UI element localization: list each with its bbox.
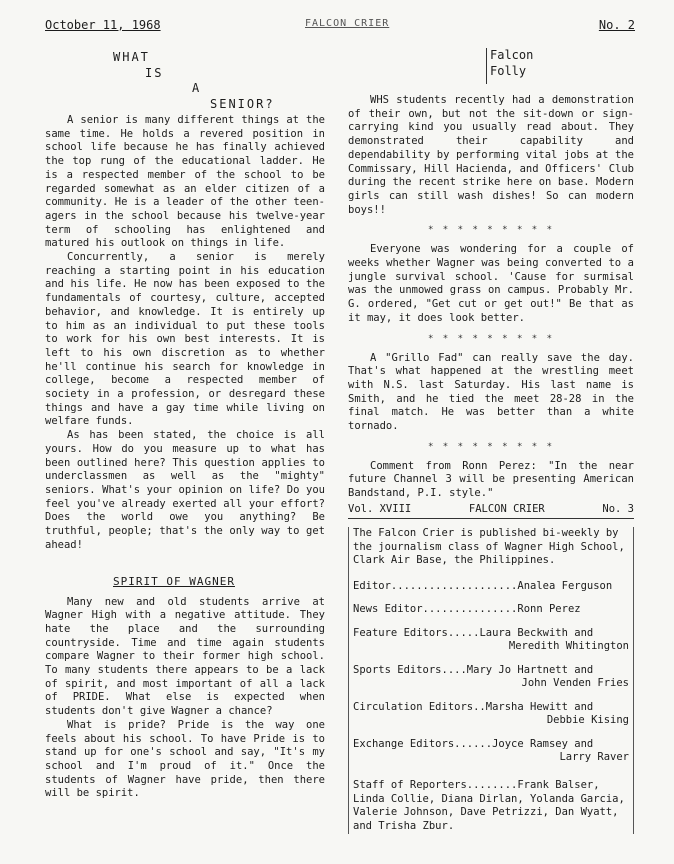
staff-entry xyxy=(353,701,629,728)
staff-name: Marsha Hewitt and xyxy=(485,700,594,713)
volume: Vol. XVIII xyxy=(348,502,412,515)
title-line: Folly xyxy=(490,64,527,78)
staff-line xyxy=(353,627,629,641)
staff-name-continued: Meredith Whitington xyxy=(508,640,629,653)
staff-name-continued: Debbie Kising xyxy=(546,714,629,727)
article-paragraph: What is pride? Pride is the way one feels about his school. To have Pride is to stand up for one's school and say, "It's my school and I'm proud of it." Once the students of Wagner have pride, then there will be spirit. xyxy=(45,718,325,800)
title-line: Falcon xyxy=(490,48,534,62)
staff-entry xyxy=(353,738,629,765)
page-header xyxy=(45,18,635,40)
article-paragraph: Many new and old students arrive at Wagner High with a negative attitude. They hate the place and the surrounding countryside. Time and time again students compare Wagner to their former high school. To many students there appears to be a lack of spirit, and most important of all a lack of PRIDE. What else is expected when students don't give Wagner a chance? xyxy=(45,595,325,718)
left-column xyxy=(45,48,325,801)
staff-role: Sports Editors.... xyxy=(353,663,467,676)
staff-line xyxy=(353,701,629,715)
comment-item: Comment from Ronn Perez: "In the near future Channel 3 will be presenting American Bandstand, P.I. style." xyxy=(348,459,634,500)
masthead-header xyxy=(348,503,634,519)
staff-entry xyxy=(353,603,629,617)
staff-name: Laura Beckwith and xyxy=(479,626,594,639)
reporters-list: Staff of Reporters........Frank Balser, Linda Collie, Diana Dirlan, Yolanda Garcia, Valerie Johnson, Dave Petrizzi, Dan Wyatt, and Trisha Zbur. xyxy=(353,778,625,833)
spirit-article-body xyxy=(45,596,325,802)
title-word: A xyxy=(192,81,202,95)
masthead-intro: The Falcon Crier is published bi-weekly by the journalism class of Wagner High School, Clark Air Base, the Philippines. xyxy=(353,526,625,567)
senior-article-body xyxy=(45,114,325,553)
title-word: SENIOR? xyxy=(210,97,275,111)
staff-role: News Editor............... xyxy=(353,603,518,616)
star-divider: * * * * * * * * * xyxy=(427,333,555,344)
folly-item: A "Grillo Fad" can really save the day. That's what happened at the wrestling meet with N.S. last Saturday. His last name is Smith, and he tied the meet 28-28 in the final match. He was better than a white tornado. xyxy=(348,351,634,433)
article-paragraph: Concurrently, a senior is merely reaching a starting point in his education and his life. He now has been exposed to the fundamentals of courtesy, culture, accepted behavior, and knowledge. It is entirely up to him as an individual to put these tools to work for his own best interests. It is left to his own discretion as to whether he'll continue his search for knowledge in college, become a respected member of society in a profession, or desregard these things and have a gay time while living on welfare funds. xyxy=(45,251,325,428)
folly-item: Everyone was wondering for a couple of weeks whether Wagner was being converted to a jungle survival school. 'Cause for surmisal was the unmowed grass on campus. Probably Mr. G. ordered, "Get cut or get out!" Be that as it may, it does look better. xyxy=(348,243,634,324)
title-word: IS xyxy=(145,66,164,80)
staff-line xyxy=(353,580,629,594)
falcon-folly-title xyxy=(348,48,634,94)
folly-item: WHS students recently had a demonstration of their own, but not the sit-down or sign-carrying kind you usually read about. They demonstrated their capability and dependability by performing vital jobs at the Commissary, Hill Hacienda, and Officers' Club during the recent strike here on base. Modern girls can still wash dishes! So can modern boys!! xyxy=(348,94,634,216)
right-column xyxy=(348,48,634,834)
staff-entry xyxy=(353,627,629,654)
masthead-name: FALCON CRIER xyxy=(468,502,545,515)
issue-number: No. 3 xyxy=(602,502,634,515)
star-divider: * * * * * * * * * xyxy=(427,225,555,236)
staff-name-continued: John Venden Fries xyxy=(521,677,629,690)
spirit-article-title: SPIRIT OF WAGNER xyxy=(113,574,235,588)
senior-article-title xyxy=(45,48,325,114)
masthead-box xyxy=(348,527,634,834)
staff-name: Mary Jo Hartnett and xyxy=(466,663,594,676)
article-paragraph: As has been stated, the choice is all yours. How do you measure up to what has been outlined here? This question applies to underclassmen as well as the "mighty" seniors. What's your opinion on life? Do you feel you've already exerted all your effort? Does the world owe you anything? Be truthful, people; that's the only way to get ahead! xyxy=(45,429,325,551)
staff-role: Editor.................... xyxy=(353,579,518,592)
title-word: WHAT xyxy=(113,50,150,64)
issue-date: October 11, 1968 xyxy=(45,18,161,32)
page-number: No. 2 xyxy=(598,18,635,32)
staff-role: Feature Editors..... xyxy=(353,626,480,639)
staff-name: Ronn Perez xyxy=(517,603,581,616)
staff-name: Analea Ferguson xyxy=(517,579,613,592)
staff-entry xyxy=(353,664,629,691)
staff-role: Exchange Editors...... xyxy=(353,737,493,750)
star-divider: * * * * * * * * * xyxy=(427,441,555,452)
staff-line xyxy=(353,664,629,678)
title-divider xyxy=(486,48,487,84)
article-paragraph: A senior is many different things at the same time. He holds a revered position in school life because he has finally achieved the top rung of the educational ladder. He is a respected member of the school to be regarded somewhat as an elder citizen of a community. He is a leader of the other teen-agers in the school because his twelve-year term of schooling has enlightened and matured his outlook on things in life. xyxy=(45,114,325,250)
staff-name-continued: Larry Raver xyxy=(559,751,629,764)
staff-line xyxy=(353,603,629,617)
newspaper-name: FALCON CRIER xyxy=(305,18,390,29)
staff-name: Joyce Ramsey and xyxy=(492,737,594,750)
staff-line xyxy=(353,738,629,752)
staff-role: Circulation Editors.. xyxy=(353,700,486,713)
staff-entry xyxy=(353,580,629,594)
